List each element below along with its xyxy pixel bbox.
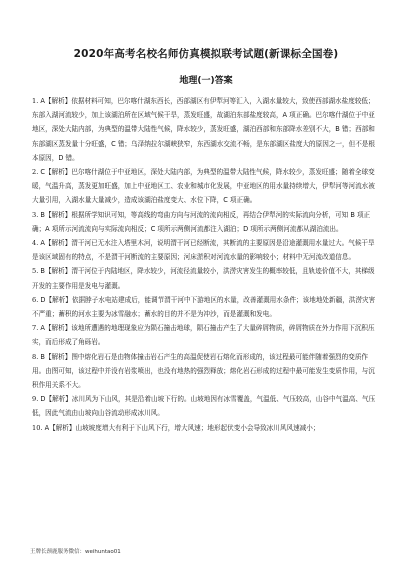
analysis-tag: 【解析】 <box>45 395 72 404</box>
analysis-tag: 【解析】 <box>49 423 76 432</box>
analysis-text: 根据所学知识可知，等高线的弯曲方向与河流的流向相反，再结合伊犁河的实际流向分析，可知 B 项正确；A 项所示河流流向与实际流向相反；C 项所示两侧河流都注入湖泊；D 项所示两侧河流都从湖泊流出。 <box>32 210 371 233</box>
answer-letter: D <box>40 295 46 304</box>
answer-letter: B <box>40 267 45 276</box>
analysis-text: 渭干河位于内陆地区，降水较少，河流径流量较小，洪涝灾害发生的概率较低，且轨迹价值不大，其梯级开发的主要作用是发电与灌溉。 <box>32 267 375 290</box>
answer-letter: A <box>40 239 45 248</box>
question-number: 3. <box>32 210 39 219</box>
question-number: 8. <box>32 352 39 361</box>
analysis-text: 该地所遭遇的地理现象应为陨石撞击地球，陨石撞击产生了大量碎屑物质，碎屑物质在外力作用下沉积压实，而后形成了角砾岩。 <box>32 324 375 347</box>
answer-item <box>32 236 380 264</box>
question-number: 10. <box>32 423 43 432</box>
answer-item <box>32 392 380 420</box>
answer-letter: C <box>40 168 46 177</box>
answer-item <box>32 264 380 292</box>
question-number: 1. <box>32 97 39 105</box>
answer-letter: A <box>40 97 45 105</box>
question-number: 2. <box>32 168 39 177</box>
analysis-tag: 【解析】 <box>44 210 72 219</box>
answer-item <box>32 350 380 393</box>
answer-list <box>32 94 380 435</box>
answer-letter: A <box>40 324 45 333</box>
analysis-tag: 【解析】 <box>44 352 72 361</box>
answer-letter: B <box>40 352 45 361</box>
analysis-text: 冰川风为下山风，其是沿着山坡下行的。山坡地因有冰雪覆盖，气温低、气压较高，山谷中气温高、气压低，因此气流由山坡向山谷流动形成冰川风。 <box>32 395 376 418</box>
analysis-text: 渭干河已无水注入塔里木河，说明渭干河已经断流，其断流的主要原因是沿途灌溉用水量过大。气候干旱是该区域固有的特点，不是渭干河断流的主要原因；河床淤积对河流水量的影响较小；材料中无河流改道信息。 <box>32 239 375 262</box>
analysis-tag: 【解析】 <box>44 239 72 248</box>
analysis-tag: 【解析】 <box>44 97 72 105</box>
answer-item <box>32 321 380 349</box>
analysis-text: 巴尔喀什湖位于中亚地区，深处大陆内部，为典型的温带大陆性气候，降水较少，蒸发旺盛；随着全球变暖，气温升高，蒸发更加旺盛，加上中亚地区工、农业和城市化发展，中亚地区的用水量持续增大，伊犁河等河流水被大量引用，入湖水量大量减少，造成该湖泊盐度变大、水位下降，C 项正确。 <box>32 168 375 205</box>
analysis-text: 依据材料可知，巴尔喀什湖东西长，西部湖区有伊犁河等汇入，入湖水量较大，致使西部湖水盐度较低；东部入湖河流较少，加上该湖泊所在区域气候干旱，蒸发旺盛，故湖泊东部盐度较高，A 项正确。巴尔喀什湖位于中亚地区，深处大陆内部，为典型的温带大陆性气候，降水较少，蒸发旺盛，湖泊西部和东部降水差别不大，B 错；西部和东部湖区蒸发量十分旺盛，C 错；乌泽纳拉尔湖峡狭窄，东西湖水交流不畅，是东部湖区盐度大的原因之一，但不是根本原因，D 错。 <box>32 97 375 162</box>
analysis-text: 依据脖子水电站建成后，能调节渭干河中下游地区的水量，改善灌溉用水条件；该地地处新疆，洪涝灾害不严重；蓄积的河水主要为冰雪融水；蓄水的目的并不是为冲沙，而是灌溉和发电。 <box>32 295 376 319</box>
answer-item <box>32 94 380 165</box>
question-number: 4. <box>32 239 39 248</box>
analysis-tag: 【解析】 <box>44 267 72 276</box>
question-number: 9. <box>32 395 39 404</box>
answer-letter: A <box>44 423 50 432</box>
footer-note: 王牌长颈鹿服务微信：weihuntao01 <box>30 549 121 555</box>
answer-letter: D <box>40 395 46 404</box>
question-number: 6. <box>32 295 39 304</box>
answer-item <box>32 208 380 236</box>
analysis-tag: 【解析】 <box>45 295 72 304</box>
analysis-tag: 【解析】 <box>44 324 72 333</box>
answer-item <box>32 421 380 435</box>
answer-item <box>32 165 380 208</box>
document-subtitle: 地理(一)答案 <box>179 76 233 86</box>
answer-letter: B <box>40 210 45 219</box>
question-number: 5. <box>32 267 39 276</box>
analysis-tag: 【解析】 <box>45 168 72 177</box>
analysis-text: 图中熔化岩石是由物体撞击岩石产生的高温促使岩石熔化而形成的，该过程最可能伴随着强烈的变质作用。由图可知，该过程中并没有岩浆喷出，也没有地热的强烈释放；熔化岩石形成的过程中最可能发生变质作用，与沉积作用关系不大。 <box>32 352 375 390</box>
question-number: 7. <box>32 324 39 333</box>
document-title: 2020年高考名校名师仿真模拟联考试题(新课标全国卷) <box>73 48 339 60</box>
answer-item <box>32 293 380 321</box>
analysis-text: 山坡坡度增大有利于下山风下行，增大风速；地形起伏变小会导致冰川风风速减小； <box>75 423 320 432</box>
